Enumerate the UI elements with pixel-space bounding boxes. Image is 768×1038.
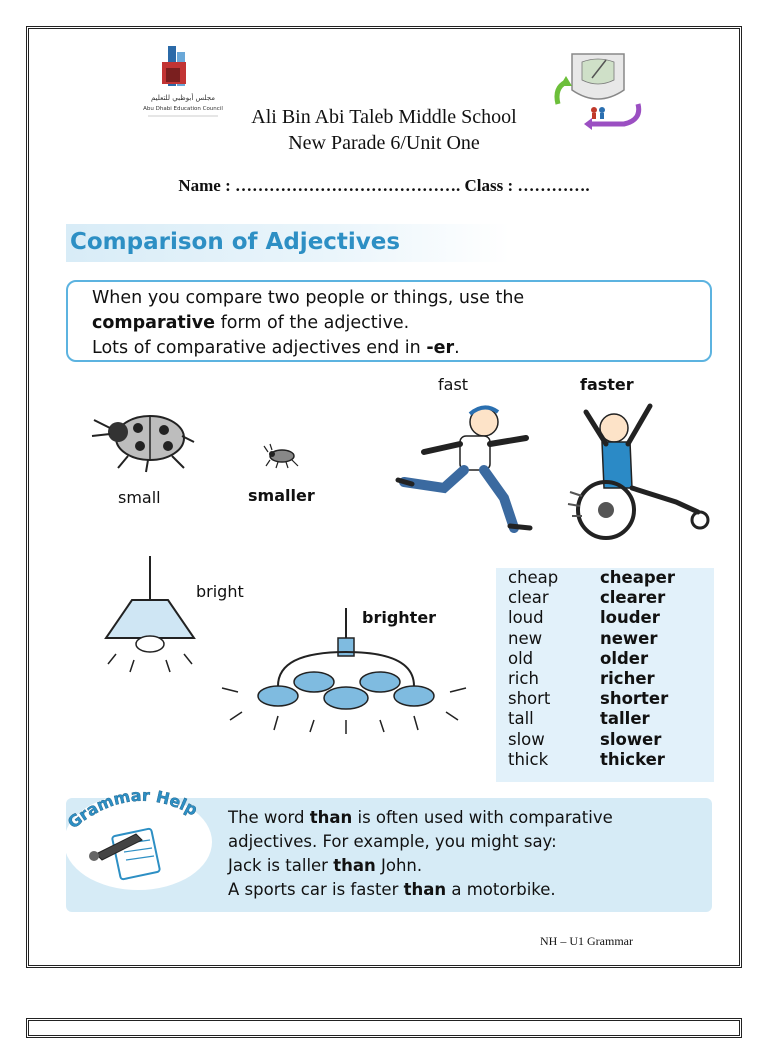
- unit-title: New Parade 6/Unit One: [288, 132, 480, 154]
- lamp-illustration: [68, 556, 198, 676]
- word-row: [496, 689, 714, 709]
- section-heading: Comparison of Adjectives: [66, 224, 510, 262]
- wheelchair-racer-illustration: [566, 392, 716, 542]
- comparative-adjective: clearer: [600, 588, 666, 608]
- comparative-adjective: newer: [600, 628, 658, 648]
- label-fast: fast: [438, 375, 469, 394]
- comparative-word-table: [496, 568, 714, 782]
- word-row: [496, 608, 714, 628]
- grammar-help-badge: [56, 780, 216, 890]
- word-row: [496, 750, 714, 770]
- svg-text:Grammar Help: Grammar Help: [63, 785, 201, 833]
- name-class-line: Name : …………………………………. Class : ………….: [178, 176, 590, 195]
- word-row: [496, 709, 714, 729]
- rule-line-3: Lots of comparative adjectives end in -er.: [92, 338, 460, 358]
- footer-label: NH – U1 Grammar: [540, 934, 633, 948]
- label-faster: faster: [580, 375, 634, 394]
- comparative-adjective: taller: [600, 709, 650, 729]
- grammar-help-box: [63, 785, 712, 912]
- grammar-help-text: The word than is often used with comparative adjectives. For example, you might say: Jack is taller than John. A sports car is faster than a motorbike.: [228, 808, 613, 899]
- next-page-frame: [26, 1018, 742, 1038]
- base-adjective: clear: [508, 588, 549, 608]
- runner-illustration: [394, 398, 554, 538]
- comparative-adjective: louder: [600, 608, 660, 628]
- rule-line-2: comparative form of the adjective.: [92, 313, 410, 333]
- chandelier-illustration: [218, 608, 468, 738]
- rule-keyword: comparative: [92, 313, 216, 333]
- svg-text:Abu Dhabi Education Council: Abu Dhabi Education Council: [143, 106, 223, 112]
- small-bug-illustration: [262, 442, 302, 472]
- label-small: small: [118, 488, 161, 507]
- word-row: [496, 568, 714, 588]
- comparative-adjective: shorter: [600, 689, 669, 709]
- comparative-adjective: slower: [600, 729, 662, 749]
- word-row: [496, 629, 714, 649]
- label-bright: bright: [196, 582, 244, 601]
- school-name: Ali Bin Abi Taleb Middle School: [251, 106, 517, 128]
- label-brighter: brighter: [362, 608, 437, 627]
- base-adjective: loud: [508, 608, 544, 628]
- comparative-adjective: older: [600, 648, 649, 668]
- comparative-adjective: richer: [600, 668, 655, 688]
- comparative-adjective: thicker: [600, 749, 665, 769]
- base-adjective: short: [508, 689, 551, 709]
- comparative-adjective: cheaper: [600, 568, 675, 587]
- base-adjective: rich: [508, 668, 539, 688]
- base-adjective: slow: [508, 729, 545, 749]
- word-row: [496, 730, 714, 750]
- base-adjective: tall: [508, 709, 534, 729]
- word-row: [496, 649, 714, 669]
- rule-box: [66, 280, 712, 362]
- ladybug-illustration: [88, 402, 198, 472]
- base-adjective: thick: [508, 749, 549, 769]
- label-smaller: smaller: [248, 486, 315, 505]
- base-adjective: cheap: [508, 568, 559, 587]
- base-adjective: new: [508, 628, 543, 648]
- word-row: [496, 669, 714, 689]
- svg-text:مجلس أبوظبي للتعليم: مجلس أبوظبي للتعليم: [150, 94, 216, 102]
- rule-line-1: When you compare two people or things, use the: [92, 288, 525, 308]
- word-row: [496, 588, 714, 608]
- base-adjective: old: [508, 648, 534, 668]
